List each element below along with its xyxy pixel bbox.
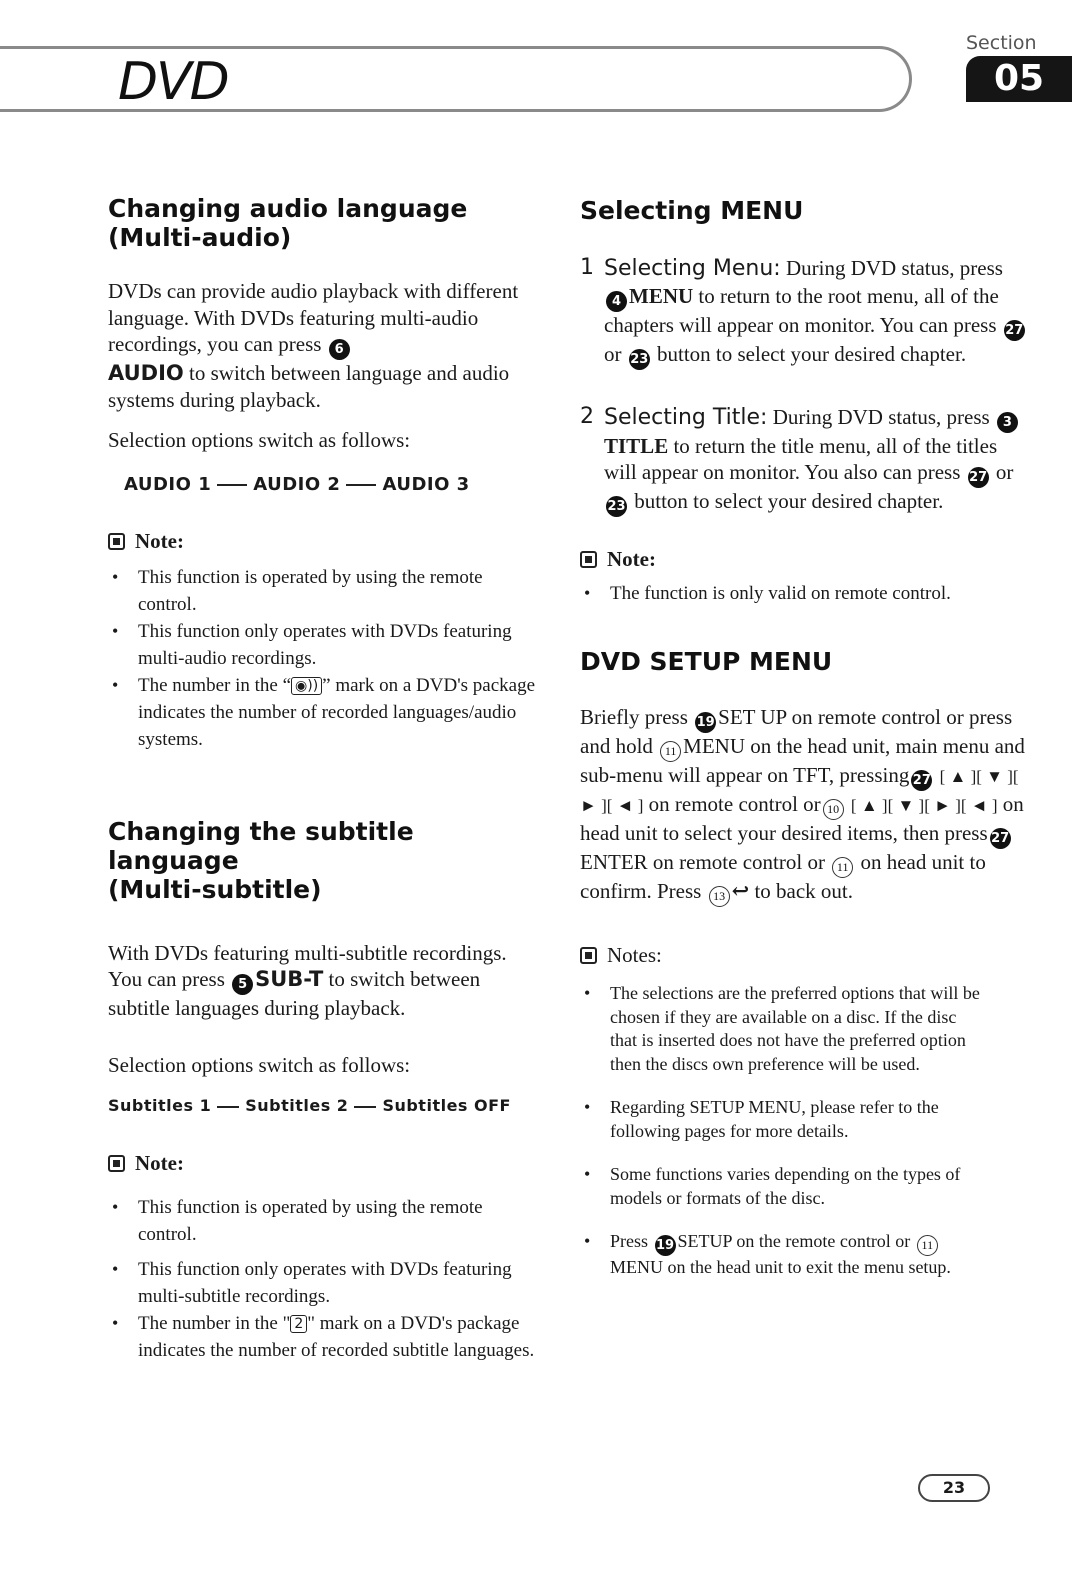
audio-button-label: AUDIO [108,361,184,385]
list-item: • The selections are the preferred options that will be chosen if they are available on a disc. If the disc that is inserted does not have the preferred option then the discs own preference will be used. [580,982,980,1076]
subtitle-options-intro: Selection options switch as follows: [108,1052,411,1077]
note-icon [108,1155,125,1172]
menu-notes-list [580,580,1030,607]
list-item: • The number in the “ ◉)) ” mark on a DVD's package indicates the number of recorded languages/audio systems. [108,672,538,753]
section-label: Section [966,32,1037,54]
audio-button-number: 6 [329,339,350,360]
menu-step-2: 2 Selecting Title: During DVD status, press 3TITLE to return the title menu, all of the titles will appear on monitor. You also can press 27 or 23 button to select your desired chapter. [580,404,1030,518]
head-unit-arrows: [ ▲ ][ ▼ ][ ► ][ ◄ ] [850,796,998,815]
menu-step-1: 1 Selecting Menu: During DVD status, press 4 MENU to return to the root menu, all of the chapters will appear on monitor. You can press 27 or 23 button to select your desired chapter. [580,255,1030,370]
list-item: • The function is only valid on remote control. [580,580,1030,607]
remote-arrows: [ ▲ ][ ▼ ][ ► ][ ◄ ] [580,767,1019,815]
audio-options-intro: Selection options switch as follows: [108,428,411,452]
list-item: • Press 19 SETUP on the remote control or 11 MENU on the head unit to exit the menu setup. [580,1230,980,1280]
subtitle-note-heading: Note: [108,1151,538,1176]
list-item: • This function only operates with DVDs featuring multi-subtitle recordings. [108,1256,538,1310]
setup-notes-list [580,982,980,1280]
list-item: • This function is operated by using the remote control. [108,1194,538,1248]
return-icon: ↩ [731,879,750,903]
audio-languages-icon: ◉)) [291,677,322,695]
audio-sequence: AUDIO 1 AUDIO 2 AUDIO 3 [124,473,470,495]
audio-note-heading: Note: [108,529,538,554]
subtitle-sequence: Subtitles 1 Subtitles 2 Subtitles OFF [108,1096,511,1115]
audio-notes-list [108,564,538,753]
list-item: • This function only operates with DVDs featuring multi-audio recordings. [108,618,538,672]
note-icon [580,551,597,568]
subtitle-intro: With DVDs featuring multi-subtitle recordings. You can press 5 SUB-T to switch between subtitle languages during playback. [108,940,507,1020]
subtitle-languages-icon: 2 [290,1315,307,1333]
subtitle-button-label: SUB-T [255,967,324,991]
subtitle-button-number: 5 [232,974,253,995]
menu-note-heading: Note: [580,547,1030,572]
page-number: 23 [918,1474,990,1502]
menu-heading: Selecting MENU [580,196,804,225]
list-item: • Some functions varies depending on the types of models or formats of the disc. [580,1163,980,1210]
page-title: DVD [118,52,228,112]
note-icon [580,947,597,964]
subtitle-heading: Changing the subtitle language (Multi-subtitle) [108,816,414,904]
section-badge: 05 [966,56,1072,102]
note-icon [108,533,125,550]
list-item: • This function is operated by using the remote control. [108,564,538,618]
audio-intro: DVDs can provide audio playback with different language. With DVDs featuring multi-audio recordings, you can press 6 AUDIO to switch between language and audio systems during playback. [108,279,519,412]
list-item: • Regarding SETUP MENU, please refer to the following pages for more details. [580,1096,980,1143]
audio-heading: Changing audio language (Multi-audio) [108,194,468,252]
left-column [108,190,538,1364]
setup-heading: DVD SETUP MENU [580,647,833,676]
list-item: • The number in the " 2 " mark on a DVD's package indicates the number of recorded subtitle languages. [108,1310,538,1364]
subtitle-notes-list [108,1194,538,1364]
setup-paragraph: Briefly press 19 SET UP on remote control or press and hold 11 MENU on the head unit, main menu and sub-menu will appear on TFT, pressing 27 [ ▲ ][ ▼ ][ ► ][ ◄ ] on remote control or 10 [ ▲ ][ ▼ ][ ► ][ ◄ ] on head unit to select your desired items, then press 27ENTER on remote control or 11 on head unit to confirm. Press 13 ↩ to back out. [580,704,1030,907]
setup-notes-heading: Notes: [580,943,1030,968]
right-column [580,190,1030,1280]
